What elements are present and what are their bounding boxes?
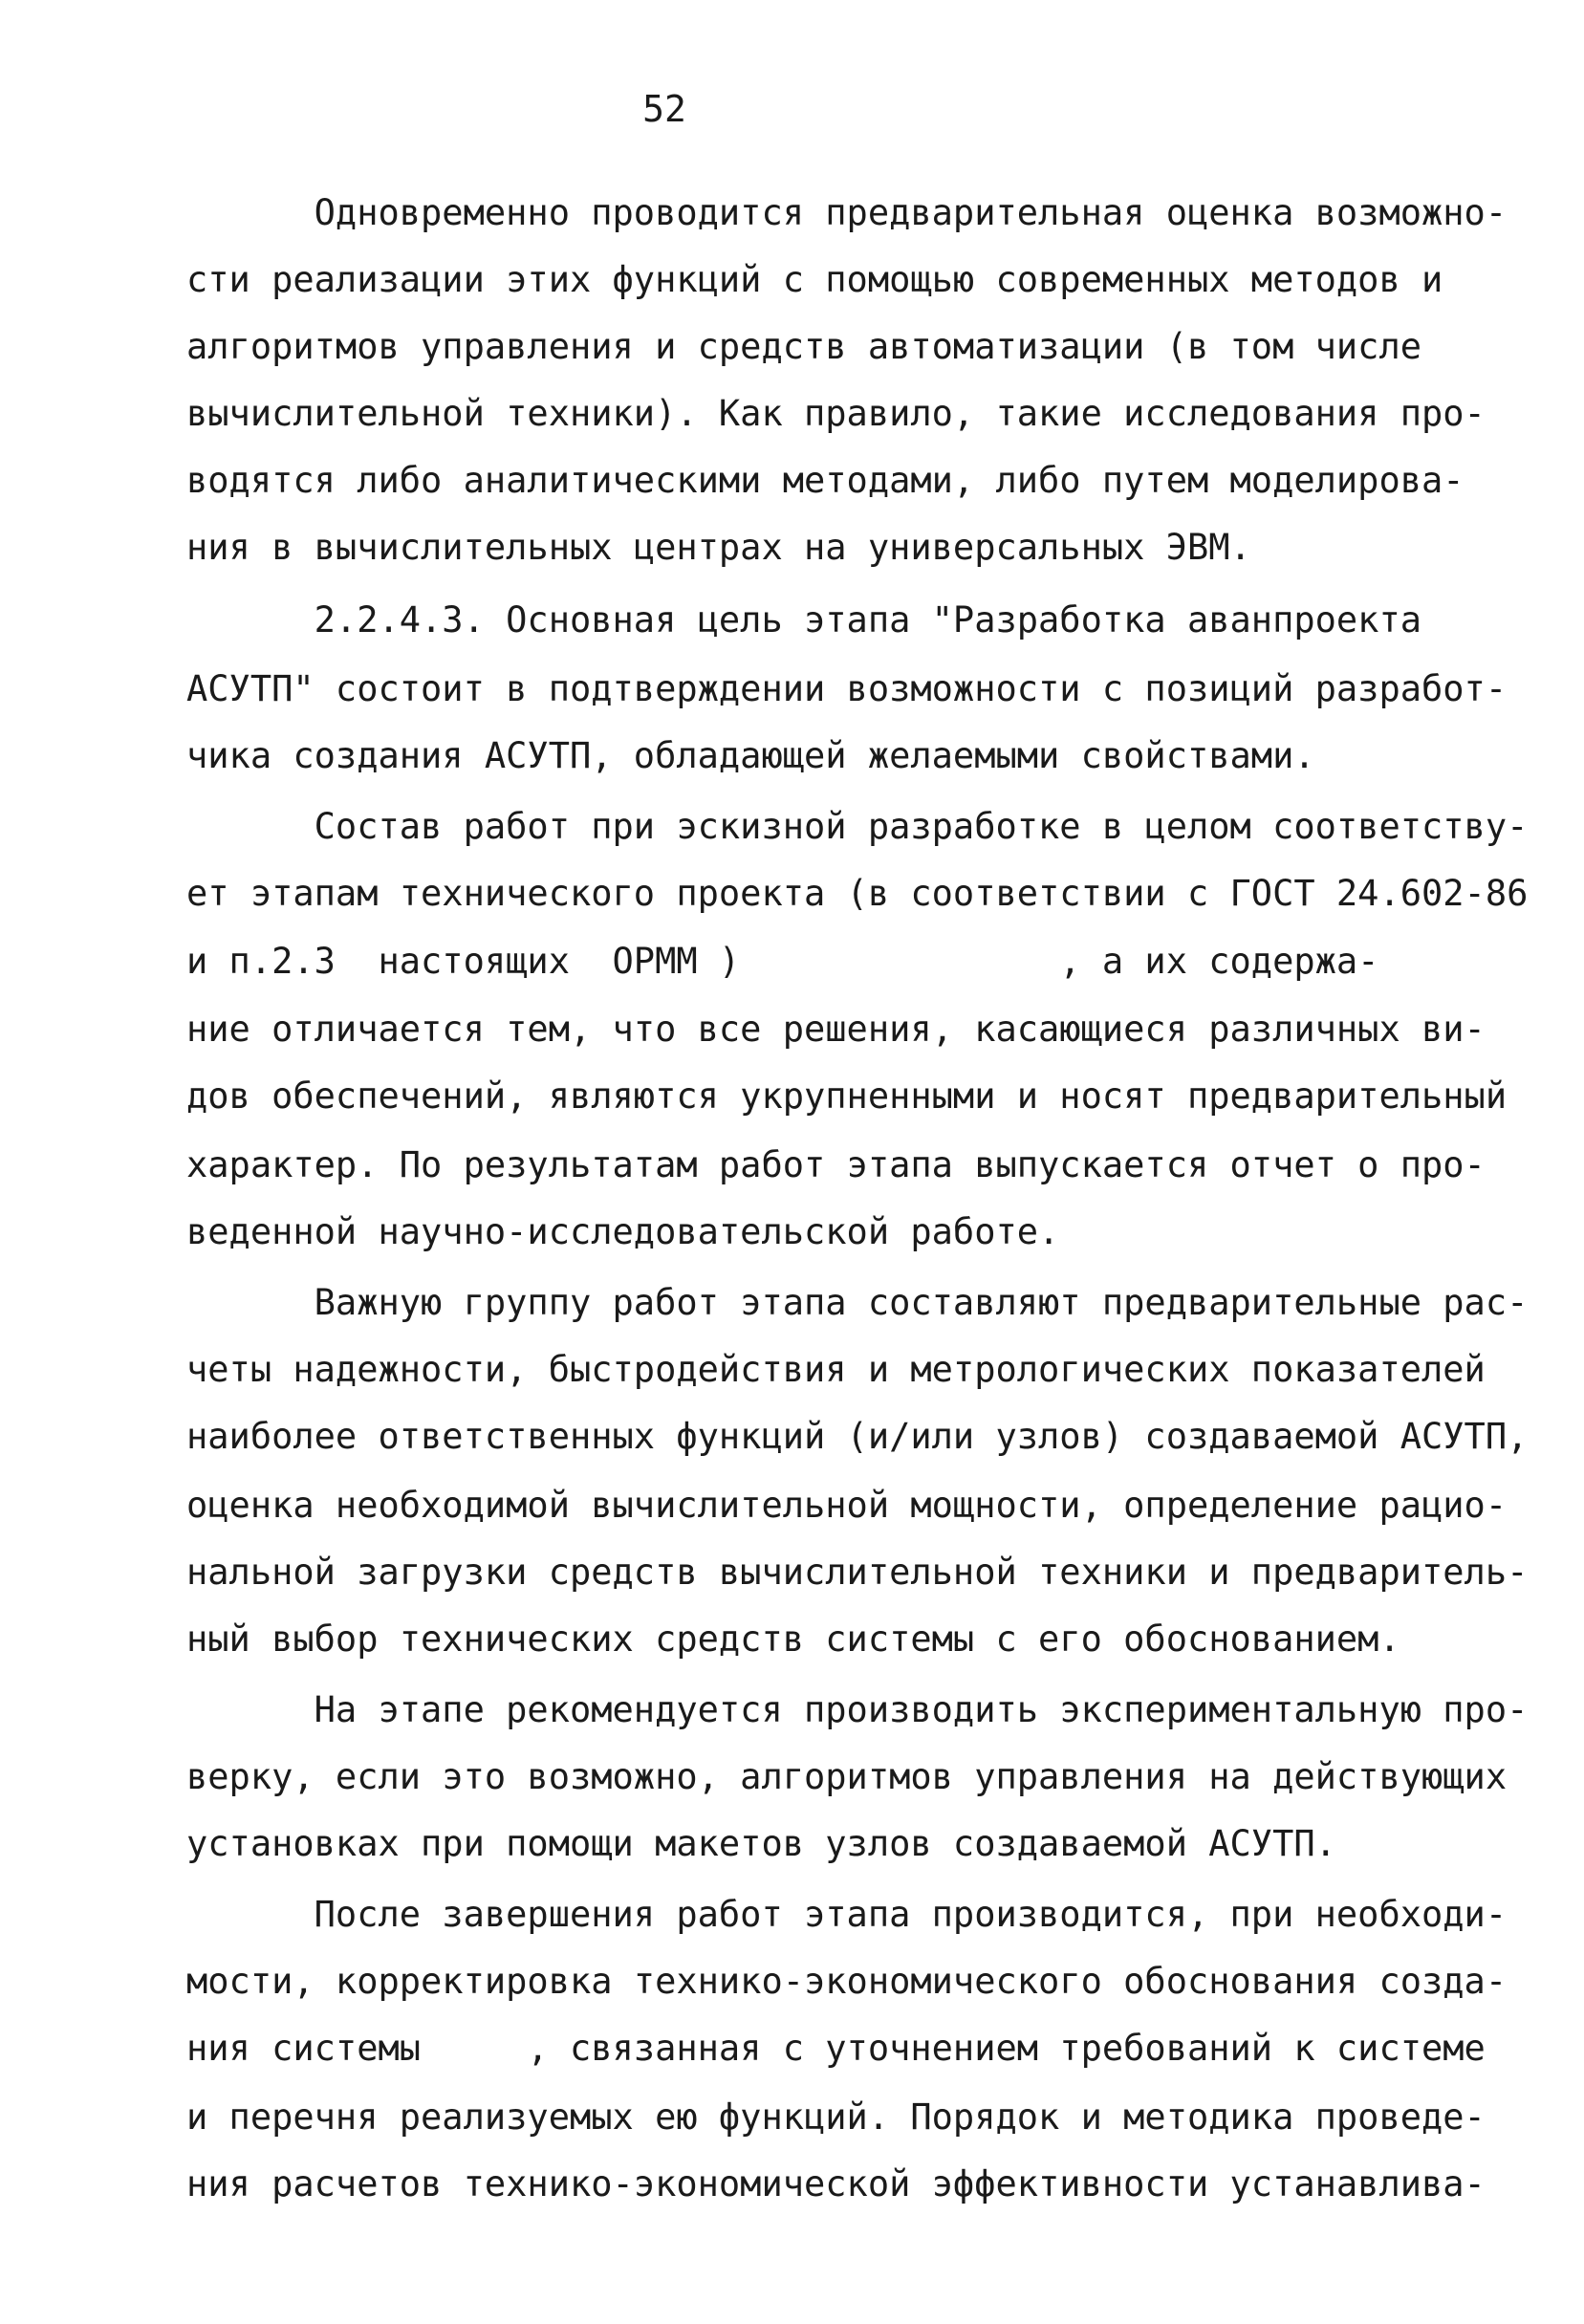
text-line: ет этапам технического проекта (в соответствии с ГОСТ 24.602-86: [186, 873, 1529, 914]
text-line: верку, если это возможно, алгоритмов управления на действующих: [186, 1756, 1508, 1797]
text-line: четы надежности, быстродействия и метрологических показателей: [186, 1349, 1486, 1390]
text-line: дов обеспечений, являются укрупненными и носят предварительный: [186, 1075, 1508, 1117]
text-line: мости, корректировка технико-экономического обоснования созда-: [186, 1961, 1508, 2002]
text-line: ния в вычислительных центрах на универсальных ЭВМ.: [186, 527, 1251, 568]
text-line: На этапе рекомендуется производить экспериментальную про-: [186, 1689, 1529, 1730]
text-line: и перечня реализуемых ею функций. Порядок и методика проведе-: [186, 2096, 1486, 2138]
text-line: ние отличается тем, что все решения, касающиеся различных ви-: [186, 1009, 1486, 1050]
text-line: ния системы , связанная с уточнением требований к системе: [186, 2028, 1486, 2069]
text-line: чика создания АСУТП, обладающей желаемыми свойствами.: [186, 735, 1315, 776]
text-line: 2.2.4.3. Основная цель этапа "Разработка аванпроекта: [186, 599, 1422, 641]
text-line: ный выбор технических средств системы с его обоснованием.: [186, 1618, 1400, 1660]
text-line: характер. По результатам работ этапа выпускается отчет о про-: [186, 1144, 1486, 1185]
page-number: 52: [642, 88, 686, 130]
text-line: Состав работ при эскизной разработке в целом соответству-: [186, 806, 1529, 847]
text-line: наиболее ответственных функций (и/или узлов) создаваемой АСУТП,: [186, 1416, 1529, 1457]
text-line: алгоритмов управления и средств автоматизации (в том числе: [186, 326, 1422, 367]
text-line: вычислительной техники). Как правило, такие исследования про-: [186, 393, 1486, 434]
text-line: веденной научно-исследовательской работе.: [186, 1211, 1060, 1252]
text-line: Важную группу работ этапа составляют предварительные рас-: [186, 1282, 1529, 1323]
text-line: Одновременно проводится предварительная оценка возможно-: [186, 192, 1508, 233]
text-line: установках при помощи макетов узлов создаваемой АСУТП.: [186, 1823, 1336, 1864]
text-line: После завершения работ этапа производится, при необходи-: [186, 1894, 1508, 1935]
text-line: оценка необходимой вычислительной мощности, определение рацио-: [186, 1485, 1508, 1526]
text-line: сти реализации этих функций с помощью современных методов и: [186, 259, 1443, 300]
text-line: и п.2.3 настоящих ОРММ ) , а их содержа-: [186, 941, 1379, 982]
text-line: нальной загрузки средств вычислительной техники и предваритель-: [186, 1552, 1529, 1593]
text-line: ния расчетов технико-экономической эффективности устанавлива-: [186, 2163, 1486, 2205]
text-line: водятся либо аналитическими методами, либо путем моделирова-: [186, 460, 1465, 501]
text-line: АСУТП" состоит в подтверждении возможности с позиций разработ-: [186, 668, 1508, 709]
